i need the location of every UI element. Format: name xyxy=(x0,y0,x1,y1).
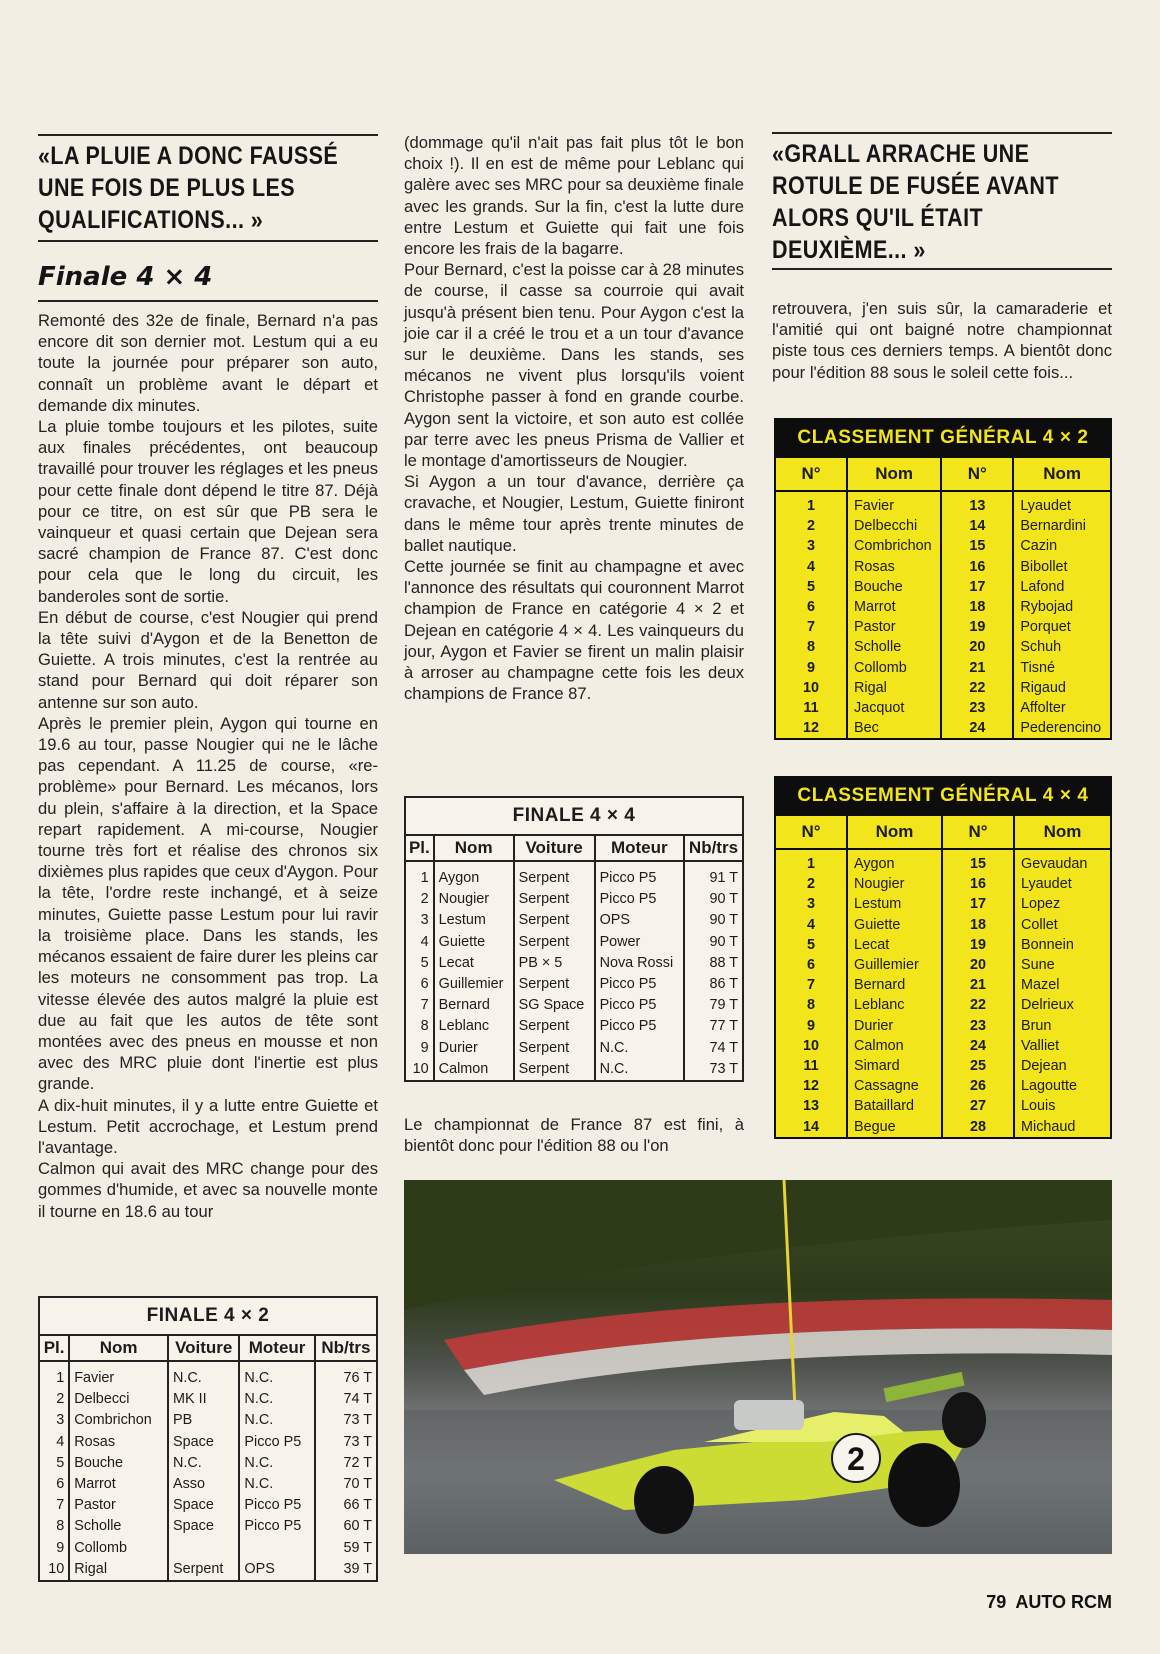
table-cell: Lecat xyxy=(434,953,514,974)
table-cell: 2 xyxy=(775,516,847,536)
table-row xyxy=(39,1361,377,1389)
column-header: Voiture xyxy=(514,835,595,861)
table-cell: 20 xyxy=(942,955,1014,975)
table-cell: MK II xyxy=(168,1389,239,1410)
table-cell: Cazin xyxy=(1013,536,1111,556)
table-cell: 19 xyxy=(942,935,1014,955)
table-cell: Rigal xyxy=(69,1559,168,1581)
paragraph: Pour Bernard, c'est la poisse car à 28 minutes de course, il casse sa courroie qui avait jusqu'à présent bien tenu. Pour Aygon c'est la joie car il a créé le trou et a un tour d'avance sur le deuxième. Dans les stands, ses mécanos ne vivent plus lorsqu'ils voient Christophe passer à fond en grande courbe. Aygon sent la victoire, et son auto est collée par terre avec les pneus Prisma de Vallier et le montage d'amortisseurs de Nougier. xyxy=(404,260,744,471)
table-cell: Guiette xyxy=(847,915,942,935)
table-cell: 73 T xyxy=(684,1059,743,1081)
table-cell: Space xyxy=(168,1516,239,1537)
table-cell: 18 xyxy=(941,597,1013,617)
table-row xyxy=(775,1056,1111,1076)
table-cell: Serpent xyxy=(514,861,595,889)
table-cell: 17 xyxy=(942,894,1014,914)
table-row xyxy=(775,1076,1111,1096)
table-row xyxy=(405,1059,743,1081)
table-cell: PB xyxy=(168,1410,239,1431)
table-cell: 21 xyxy=(942,975,1014,995)
table-cell: Mazel xyxy=(1014,975,1111,995)
table-row xyxy=(405,953,743,974)
table-cell: Combrichon xyxy=(847,536,941,556)
table-cell: Pederencino xyxy=(1013,718,1111,739)
table-cell: Rigal xyxy=(847,678,941,698)
table-cell: N.C. xyxy=(595,1038,684,1059)
table-cell: 13 xyxy=(775,1096,847,1116)
table-cell: Lestum xyxy=(434,910,514,931)
table-cell: 73 T xyxy=(315,1410,377,1431)
table-cell: Rosas xyxy=(69,1432,168,1453)
table-cell: Bouche xyxy=(847,577,941,597)
table-cell: Serpent xyxy=(514,889,595,910)
table-cell: 1 xyxy=(775,849,847,874)
table-cell: Picco P5 xyxy=(239,1495,314,1516)
table-cell: 1 xyxy=(39,1361,69,1389)
table-cell: 3 xyxy=(39,1410,69,1431)
table-cell: Durier xyxy=(434,1038,514,1059)
table-cell: Louis xyxy=(1014,1096,1111,1116)
table-cell: Bouche xyxy=(69,1453,168,1474)
column-2-closing: Le championnat de France 87 est fini, à bientôt donc pour l'édition 88 ou l'on xyxy=(404,1115,744,1156)
table-cell: N.C. xyxy=(168,1361,239,1389)
table-row xyxy=(775,1117,1111,1138)
table-cell: Picco P5 xyxy=(239,1516,314,1537)
column-header: Nom xyxy=(434,835,514,861)
column-header: N° xyxy=(775,815,847,849)
table-cell: 79 T xyxy=(684,995,743,1016)
table-cell: 16 xyxy=(941,557,1013,577)
table-cell: Serpent xyxy=(514,1016,595,1037)
table-cell: Cassagne xyxy=(847,1076,942,1096)
table-row xyxy=(775,658,1111,678)
table-cell: Jacquot xyxy=(847,698,941,718)
table-title: FINALE 4 × 2 xyxy=(39,1297,377,1335)
table-cell: N.C. xyxy=(239,1410,314,1431)
table-cell: N.C. xyxy=(239,1389,314,1410)
table-cell: Michaud xyxy=(1014,1117,1111,1138)
table-cell: 7 xyxy=(775,975,847,995)
table-cell: Collet xyxy=(1014,915,1111,935)
table-row xyxy=(39,1432,377,1453)
table-cell: Pastor xyxy=(847,617,941,637)
table-cell: 2 xyxy=(405,889,434,910)
table-cell: Tisné xyxy=(1013,658,1111,678)
table-cell: 7 xyxy=(405,995,434,1016)
paragraph: Cette journée se finit au champagne et avec l'annonce des résultats qui couronnent Marrot champion de France en catégorie 4 × 2 et Dejean en catégorie 4 × 4. Les vainqueurs du jour, Aygon et Favier se firent un malin plaisir à arroser au champagne cette fois les deux champions de France 87. xyxy=(404,557,744,704)
column-header: Voiture xyxy=(168,1335,239,1361)
table-cell: 91 T xyxy=(684,861,743,889)
table-cell: Sune xyxy=(1014,955,1111,975)
table-cell: Lopez xyxy=(1014,894,1111,914)
table-cell: 9 xyxy=(775,1016,847,1036)
table-cell: Marrot xyxy=(69,1474,168,1495)
table-cell: 21 xyxy=(941,658,1013,678)
table-cell: Serpent xyxy=(514,974,595,995)
table-cell: Favier xyxy=(69,1361,168,1389)
table-title: FINALE 4 × 4 xyxy=(405,797,743,835)
pull-quote-left: «LA PLUIE A DONC FAUSSÉ UNE FOIS DE PLUS LES QUALIFICATIONS... » xyxy=(38,142,339,234)
table-cell: 4 xyxy=(775,557,847,577)
finale-4x2-table xyxy=(38,1296,378,1582)
table-cell: Picco P5 xyxy=(595,995,684,1016)
table-cell: PB × 5 xyxy=(514,953,595,974)
table-cell: Marrot xyxy=(847,597,941,617)
table-cell: 90 T xyxy=(684,889,743,910)
table-cell: 66 T xyxy=(315,1495,377,1516)
table-cell: Brun xyxy=(1014,1016,1111,1036)
table-title: CLASSEMENT GÉNÉRAL 4 × 4 xyxy=(775,777,1111,815)
column-header: Nom xyxy=(847,457,941,491)
table-cell: OPS xyxy=(595,910,684,931)
table-row xyxy=(39,1453,377,1474)
column-header: Nb/trs xyxy=(684,835,743,861)
table-cell: Aygon xyxy=(847,849,942,874)
table-row xyxy=(405,932,743,953)
column-header: Nom xyxy=(1013,457,1111,491)
table-cell: SG Space xyxy=(514,995,595,1016)
table-row xyxy=(775,955,1111,975)
column-header: Nom xyxy=(847,815,942,849)
table-title: CLASSEMENT GÉNÉRAL 4 × 2 xyxy=(775,419,1111,457)
table-cell: Serpent xyxy=(514,910,595,931)
table-cell: Delbecci xyxy=(69,1389,168,1410)
table-cell: 8 xyxy=(775,995,847,1015)
table-row xyxy=(39,1559,377,1581)
finale-4x4-table xyxy=(404,796,744,1082)
table-cell: 8 xyxy=(39,1516,69,1537)
section-heading: Finale 4 × 4 xyxy=(38,262,213,292)
table-cell: Lestum xyxy=(847,894,942,914)
table-cell: N.C. xyxy=(595,1059,684,1081)
classement-4x2-table xyxy=(774,418,1112,740)
table-cell: Serpent xyxy=(514,1038,595,1059)
table-cell: 74 T xyxy=(684,1038,743,1059)
table-cell: 10 xyxy=(775,678,847,698)
table-cell: Bataillard xyxy=(847,1096,942,1116)
table-row xyxy=(775,637,1111,657)
table-cell: 17 xyxy=(941,577,1013,597)
table-cell: 10 xyxy=(39,1559,69,1581)
table-cell: Delrieux xyxy=(1014,995,1111,1015)
table-row xyxy=(775,557,1111,577)
table-cell: Porquet xyxy=(1013,617,1111,637)
table-cell: 10 xyxy=(775,1036,847,1056)
table-cell: 60 T xyxy=(315,1516,377,1537)
paragraph: A dix-huit minutes, il y a lutte entre Guiette et Lestum. Petit accrochage, et Lestum prend l'avantage. xyxy=(38,1095,378,1157)
table-row xyxy=(775,577,1111,597)
table-cell: Picco P5 xyxy=(239,1432,314,1453)
table-cell: 4 xyxy=(405,932,434,953)
table-cell: 5 xyxy=(39,1453,69,1474)
table-cell: N.C. xyxy=(239,1361,314,1389)
table-cell: 59 T xyxy=(315,1538,377,1559)
table-cell: Lyaudet xyxy=(1013,491,1111,516)
table-cell: 9 xyxy=(405,1038,434,1059)
table-row xyxy=(775,874,1111,894)
table-cell: N.C. xyxy=(239,1453,314,1474)
table-cell: 25 xyxy=(942,1056,1014,1076)
table-cell: 12 xyxy=(775,1076,847,1096)
column-header: Moteur xyxy=(239,1335,314,1361)
table-cell: Aygon xyxy=(434,861,514,889)
table-cell: 10 xyxy=(405,1059,434,1081)
table-cell: Collomb xyxy=(69,1538,168,1559)
table-cell: 8 xyxy=(405,1016,434,1037)
table-cell: 6 xyxy=(405,974,434,995)
table-cell: 8 xyxy=(775,637,847,657)
column-header: Nom xyxy=(1014,815,1111,849)
table-cell: 3 xyxy=(775,536,847,556)
table-row xyxy=(775,1036,1111,1056)
table-cell: Calmon xyxy=(434,1059,514,1081)
table-cell: 39 T xyxy=(315,1559,377,1581)
table-cell: Scholle xyxy=(69,1516,168,1537)
magazine-name: AUTO RCM xyxy=(1015,1592,1112,1612)
column-header: Nom xyxy=(69,1335,168,1361)
table-cell: Leblanc xyxy=(434,1016,514,1037)
table-cell: 9 xyxy=(39,1538,69,1559)
table-cell: 90 T xyxy=(684,910,743,931)
table-cell: Bibollet xyxy=(1013,557,1111,577)
table-cell: 5 xyxy=(775,935,847,955)
table-cell: 70 T xyxy=(315,1474,377,1495)
table-cell: 76 T xyxy=(315,1361,377,1389)
table-cell: 88 T xyxy=(684,953,743,974)
table-cell: Lafond xyxy=(1013,577,1111,597)
table-cell: Bernard xyxy=(434,995,514,1016)
table-cell: N.C. xyxy=(168,1453,239,1474)
table-cell: Rosas xyxy=(847,557,941,577)
table-cell: Collomb xyxy=(847,658,941,678)
table-row xyxy=(405,995,743,1016)
table-cell: 2 xyxy=(775,874,847,894)
paragraph: (dommage qu'il n'ait pas fait plus tôt le bon choix !). Il en est de même pour Leblanc qui galère avec ses MRC pour sa deuxième finale avec les grands. Sur la fin, c'est la lutte dure entre Lestum et Guiette qui fait une fois encore les frais de la bagarre. xyxy=(404,133,744,259)
table-cell: 6 xyxy=(775,597,847,617)
table-cell: Begue xyxy=(847,1117,942,1138)
table-row xyxy=(39,1538,377,1559)
table-cell: 13 xyxy=(941,491,1013,516)
table-cell: 18 xyxy=(942,915,1014,935)
table-cell: Picco P5 xyxy=(595,974,684,995)
table-cell: Picco P5 xyxy=(595,861,684,889)
table-cell: Serpent xyxy=(168,1559,239,1581)
table-row xyxy=(775,718,1111,739)
table-cell: N.C. xyxy=(239,1474,314,1495)
table-cell: Guiette xyxy=(434,932,514,953)
table-cell: Affolter xyxy=(1013,698,1111,718)
table-cell: 19 xyxy=(941,617,1013,637)
table-cell: 5 xyxy=(775,577,847,597)
table-row xyxy=(775,597,1111,617)
table-cell: Leblanc xyxy=(847,995,942,1015)
table-row xyxy=(405,974,743,995)
table-cell xyxy=(168,1538,239,1559)
table-cell: Bec xyxy=(847,718,941,739)
table-cell: 27 xyxy=(942,1096,1014,1116)
table-cell: 15 xyxy=(942,849,1014,874)
table-cell: 6 xyxy=(775,955,847,975)
table-cell: 11 xyxy=(775,1056,847,1076)
table-cell: 11 xyxy=(775,698,847,718)
paragraph: La pluie tombe toujours et les pilotes, suite aux finales précédentes, ont beaucoup travaillé pour trouver les réglages et les pneus pour cette finale dont dépend le titre 87. Déjà pour ce titre, on est sûr que PB sera le vainqueur et quasi certain que Dejean sera sacré champion de France 87. C'est donc pour cela que le long du circuit, les banderoles sont de sortie. xyxy=(38,417,378,606)
table-row xyxy=(775,1016,1111,1036)
paragraph: Calmon qui avait des MRC change pour des gommes d'humide, et avec sa nouvelle monte il tourne en 18.6 au tour xyxy=(38,1159,378,1221)
column-3-text: retrouvera, j'en suis sûr, la camaraderie et l'amitié qui ont baigné notre championnat piste tous ces derniers temps. A bientôt donc pour l'édition 88 sous le soleil cette fois... xyxy=(772,299,1112,382)
table-cell: 15 xyxy=(941,536,1013,556)
column-header: Pl. xyxy=(39,1335,69,1361)
table-cell: 22 xyxy=(942,995,1014,1015)
table-cell: Gevaudan xyxy=(1014,849,1111,874)
column-header: N° xyxy=(775,457,847,491)
table-cell: 1 xyxy=(405,861,434,889)
table-cell: Favier xyxy=(847,491,941,516)
table-row xyxy=(39,1495,377,1516)
table-cell: 7 xyxy=(775,617,847,637)
table-cell: 23 xyxy=(941,698,1013,718)
table-cell: 86 T xyxy=(684,974,743,995)
table-cell: 4 xyxy=(775,915,847,935)
table-cell: 24 xyxy=(942,1036,1014,1056)
table-cell: OPS xyxy=(239,1559,314,1581)
table-cell: Bernard xyxy=(847,975,942,995)
column-header: N° xyxy=(942,815,1014,849)
table-cell: Lecat xyxy=(847,935,942,955)
table-row xyxy=(775,617,1111,637)
table-cell: 3 xyxy=(405,910,434,931)
table-row xyxy=(775,915,1111,935)
table-cell: 73 T xyxy=(315,1432,377,1453)
race-car-illustration xyxy=(404,1180,1112,1554)
table-cell: 5 xyxy=(405,953,434,974)
column-header: Pl. xyxy=(405,835,434,861)
table-cell: 14 xyxy=(775,1117,847,1138)
table-cell: Durier xyxy=(847,1016,942,1036)
table-cell: Space xyxy=(168,1432,239,1453)
table-row xyxy=(775,491,1111,516)
table-cell: 74 T xyxy=(315,1389,377,1410)
table-row xyxy=(775,1096,1111,1116)
table-cell: Simard xyxy=(847,1056,942,1076)
table-row xyxy=(39,1474,377,1495)
table-cell: 6 xyxy=(39,1474,69,1495)
table-row xyxy=(775,849,1111,874)
table-row xyxy=(775,678,1111,698)
table-row xyxy=(775,894,1111,914)
table-row xyxy=(775,536,1111,556)
table-cell: Power xyxy=(595,932,684,953)
table-cell: Dejean xyxy=(1014,1056,1111,1076)
table-cell: 12 xyxy=(775,718,847,739)
table-row xyxy=(775,995,1111,1015)
column-1-text xyxy=(38,310,378,1222)
table-cell: 23 xyxy=(942,1016,1014,1036)
table-cell: Bernardini xyxy=(1013,516,1111,536)
table-cell: 7 xyxy=(39,1495,69,1516)
table-cell: 72 T xyxy=(315,1453,377,1474)
pull-quote-right: «GRALL ARRACHE UNE ROTULE DE FUSÉE AVANT ALORS QU'IL ÉTAIT DEUXIÈME... » xyxy=(772,140,1059,264)
classement-4x4-table xyxy=(774,776,1112,1139)
table-cell: 9 xyxy=(775,658,847,678)
table-cell: Nougier xyxy=(434,889,514,910)
table-cell: 14 xyxy=(941,516,1013,536)
paragraph: Remonté des 32e de finale, Bernard n'a pas encore dit son dernier mot. Lestum qui a eu toute la journée pour préparer son auto, connaît un problème avant le départ et demande dix minutes. xyxy=(38,311,378,415)
column-header: Moteur xyxy=(595,835,684,861)
table-cell: Combrichon xyxy=(69,1410,168,1431)
table-cell: Scholle xyxy=(847,637,941,657)
table-cell: Picco P5 xyxy=(595,1016,684,1037)
table-cell: Lagoutte xyxy=(1014,1076,1111,1096)
page-footer xyxy=(986,1592,1112,1613)
table-cell: Pastor xyxy=(69,1495,168,1516)
table-row xyxy=(775,975,1111,995)
column-header: N° xyxy=(941,457,1013,491)
table-cell: 90 T xyxy=(684,932,743,953)
table-row xyxy=(405,861,743,889)
table-cell: Delbecchi xyxy=(847,516,941,536)
table-cell: Valliet xyxy=(1014,1036,1111,1056)
table-cell xyxy=(239,1538,314,1559)
table-cell: 1 xyxy=(775,491,847,516)
table-row xyxy=(405,1016,743,1037)
table-cell: 28 xyxy=(942,1117,1014,1138)
table-cell: Bonnein xyxy=(1014,935,1111,955)
table-cell: Space xyxy=(168,1495,239,1516)
table-row xyxy=(405,889,743,910)
table-cell: Serpent xyxy=(514,932,595,953)
table-cell: Nougier xyxy=(847,874,942,894)
table-cell: Nova Rossi xyxy=(595,953,684,974)
car-number: 2 xyxy=(847,1441,865,1477)
paragraph: En début de course, c'est Nougier qui prend la tête suivi d'Aygon et de la Benetton de Guiette. A trois minutes, c'est la rentrée au stand pour Bernard qui doit réparer son antenne sur son auto. xyxy=(38,607,378,712)
table-cell: 77 T xyxy=(684,1016,743,1037)
table-row xyxy=(39,1516,377,1537)
table-cell: Guillemier xyxy=(434,974,514,995)
table-row xyxy=(775,935,1111,955)
table-cell: Guillemier xyxy=(847,955,942,975)
table-cell: 26 xyxy=(942,1076,1014,1096)
column-header: Nb/trs xyxy=(315,1335,377,1361)
table-cell: Schuh xyxy=(1013,637,1111,657)
table-row xyxy=(405,1038,743,1059)
table-cell: Picco P5 xyxy=(595,889,684,910)
table-cell: 4 xyxy=(39,1432,69,1453)
table-cell: 16 xyxy=(942,874,1014,894)
race-car-photo xyxy=(404,1180,1112,1554)
table-cell: Rybojad xyxy=(1013,597,1111,617)
table-cell: 24 xyxy=(941,718,1013,739)
paragraph: Après le premier plein, Aygon qui tourne en 19.6 au tour, passe Nougier qui ne le lâche pas cependant. A 11.25 de course, «re-problème» pour Bernard. Les mécanos, lors du plein, s'affaire à la direction, et la Space repart rapidement. A mi-course, Nougier tourne très fort et réalise des chronos six dixièmes plus rapides que ceux d'Aygon. Pour la tête, l'ordre reste inchangé, et à seize minutes, Guiette passe Lestum pour lui ravir la troisième place. Dans les stands, les mécanos essaient de faire durer les pleins car les moteurs ne consomment pas trop. La vitesse élevée des autos malgré la pluie est due au fait que les autos de tête sont montées avec des pneus en mousse et non avec des MRC pluie dont l'inertie est plus grande. xyxy=(38,713,378,1094)
table-cell: Calmon xyxy=(847,1036,942,1056)
table-row xyxy=(405,910,743,931)
table-cell: 2 xyxy=(39,1389,69,1410)
table-row xyxy=(39,1389,377,1410)
table-cell: 22 xyxy=(941,678,1013,698)
table-cell: Lyaudet xyxy=(1014,874,1111,894)
table-row xyxy=(775,698,1111,718)
table-row xyxy=(39,1410,377,1431)
table-row xyxy=(775,516,1111,536)
page-number: 79 xyxy=(986,1592,1007,1612)
table-cell: 3 xyxy=(775,894,847,914)
table-cell: 20 xyxy=(941,637,1013,657)
paragraph: Si Aygon a un tour d'avance, derrière ça cravache, et Nougier, Lestum, Guiette finiront dans le même tour après trente minutes de ballet nautique. xyxy=(404,472,744,555)
table-cell: Rigaud xyxy=(1013,678,1111,698)
table-cell: Serpent xyxy=(514,1059,595,1081)
table-cell: Asso xyxy=(168,1474,239,1495)
column-2-text xyxy=(404,132,744,704)
